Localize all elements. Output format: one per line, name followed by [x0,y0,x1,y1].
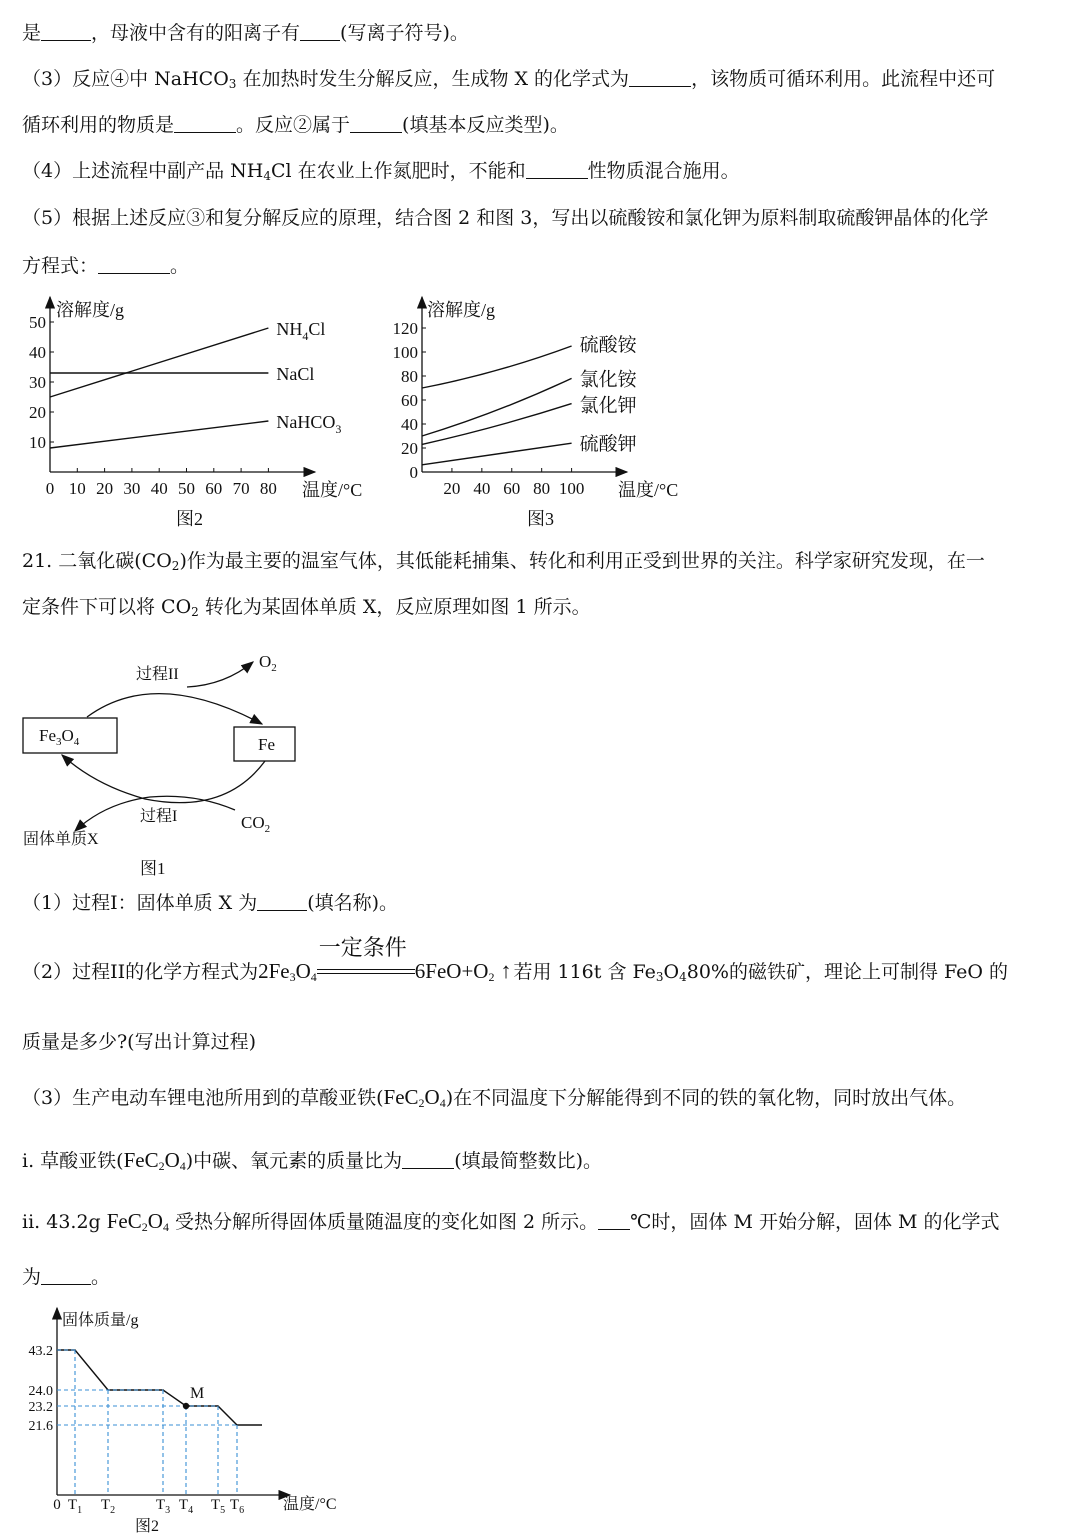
answer-blank[interactable] [598,1211,630,1230]
text-segment: 。反应②属于 [236,114,351,136]
text-line-3 [22,112,569,138]
solubility-chart-fig3 [380,292,680,537]
subq-3-i [22,1147,602,1174]
text-segment: )在不同温度下分解能得到不同的铁的氧化物，同时放出气体。 [445,1087,967,1109]
x-tick-label: $T_1$ [67,1497,83,1516]
co2-label: $CO_2$ [241,813,271,835]
subscript: 2 [171,559,180,573]
x-tick-label: 40 [473,479,491,498]
x-tick-label: $T_6$ [229,1497,245,1516]
answer-blank[interactable] [257,892,307,911]
text-segment: （2）过程II的化学方程式为 [22,961,259,983]
answer-blank[interactable] [174,114,236,133]
text-segment: (填名称)。 [307,892,399,914]
text-segment: 。 [170,255,190,277]
chart-caption: 图3 [527,509,554,529]
x-tick-label: $T_5$ [210,1497,226,1516]
subscript: 4 [679,970,687,984]
series-label-NH4Cl: $NH_4Cl$ [276,319,326,343]
subq-2-line-1 [22,936,1009,985]
x-tick-label: 100 [558,479,585,498]
eq-part: 6FeO+O [414,959,489,983]
chart-caption: 图2 [135,1518,160,1535]
arrow-process-1 [62,755,265,803]
subscript: 3 [289,970,296,984]
series-label-硫酸钾: 硫酸钾 [579,434,637,456]
y-tick-label: 20 [401,439,418,458]
cycle-diagram-fig1 [15,645,335,885]
text-segment: (填基本反应类型)。 [402,114,569,136]
arrow-o2-release [187,662,253,687]
text-segment: )作为最主要的温室气体，其低能耗捕集、转化和利用正受到世界的关注。科学家研究发现，在一 [179,550,985,572]
series-line-硫酸铵 [422,346,572,388]
text-line-2 [22,66,995,92]
text-line-5: （5）根据上述反应③和复分解反应的原理，结合图 2 和图 3，写出以硫酸铵和氯化钾为原料制取硫酸钾晶体的化学 [22,207,989,229]
y-tick-label: 10 [29,433,46,452]
mass-temperature-chart [15,1303,360,1535]
eq-double-bar-bottom [317,973,415,974]
y-tick-label: 30 [29,373,46,392]
x-tick-label: 60 [503,479,521,498]
x-axis-label: 温度/°C [618,480,679,500]
box-fe3o4-label: $Fe_3O_4$ [39,726,80,748]
subscript: 3 [228,77,237,91]
answer-blank[interactable] [41,1266,91,1285]
y-tick-label: 0 [409,463,418,482]
x-tick-label: 80 [533,479,551,498]
chart-caption: 图2 [176,509,203,529]
series-label-氯化铵: 氯化铵 [579,369,637,391]
text-segment: 方程式： [22,255,99,277]
subscript: 2 [488,970,495,984]
solid-x-label: 固体单质X [23,831,99,848]
series-label-NaCl: NaCl [276,364,315,384]
equation [258,936,512,984]
answer-blank[interactable] [300,22,340,41]
series-line-NaHCO3 [50,421,268,448]
fig1-caption: 图1 [140,859,166,878]
text-segment: （4）上述流程中副产品 NH [22,160,264,182]
formula-fec2o4: $FeC_2O_4$ [123,1148,186,1173]
x-tick-label: 40 [150,479,168,498]
y-axis-label: 溶解度/g [56,300,125,320]
series-label-氯化钾: 氯化钾 [579,395,637,417]
text-segment: （3）反应④中 NaHCO [22,68,229,90]
text-segment: Cl 在农业上作氮肥时，不能和 [270,160,526,182]
answer-blank[interactable] [98,255,170,274]
x-tick-label: 0 [45,479,55,498]
x-tick-label: 20 [96,479,114,498]
x-tick-label: 50 [178,479,195,498]
x-tick-label: 20 [443,479,461,498]
subscript: 2 [191,605,199,619]
text-segment: 80%的磁铁矿，理论上可制得 FeO 的 [686,961,1009,983]
text-segment: 定条件下可以将 CO [22,596,192,618]
formula-fec2o4: $FeC_2O_4$ [383,1085,446,1110]
y-tick-label: 20 [29,403,46,422]
answer-blank[interactable] [402,1150,454,1169]
y-axis-label: 溶解度/g [427,300,496,320]
eq-part: O [295,959,311,983]
y-tick-label: 40 [401,415,418,434]
text-segment: (填最简整数比)。 [454,1150,603,1172]
series-line-氯化铵 [422,378,572,436]
box-fe-label: Fe [258,735,275,754]
mass-curve [57,1350,262,1425]
x-tick-label: $T_4$ [178,1497,194,1516]
y-tick-label: 43.2 [28,1344,53,1359]
x-tick-label: 30 [123,479,141,498]
y-tick-label: 21.6 [28,1419,53,1434]
text-segment: 转化为某固体单质 X，反应原理如图 1 所示。 [198,596,591,618]
x-tick-label: $T_2$ [100,1497,116,1516]
condition-text: 一定条件 [318,936,407,962]
text-segment: 是 [22,22,42,44]
eq-double-bar-top [317,969,415,970]
y-tick-label: 100 [392,343,418,362]
x-tick-label: 60 [205,479,223,498]
text-segment: 为 [22,1266,42,1288]
text-line-6 [22,253,189,279]
y-tick-label: 80 [401,367,418,386]
subq-2-line-2: 质量是多少?(写出计算过程) [22,1031,257,1053]
text-segment: 若用 116t 含 Fe [513,961,656,983]
y-tick-label: 24.0 [28,1384,53,1399]
answer-blank[interactable] [629,68,691,87]
gas-arrow: ↑ [500,958,512,983]
formula-fec2o4: $FeC_2O_4$ [106,1209,169,1234]
y-tick-label: 40 [29,343,46,362]
text-segment: （3）生产电动车锂电池所用到的草酸亚铁( [22,1087,384,1109]
question-21-line-1 [22,548,985,574]
text-segment: i. 草酸亚铁( [22,1150,124,1172]
series-label-NaHCO3: NaHCO$_3$ [276,412,342,436]
x-tick-label: 0 [53,1497,61,1513]
answer-blank[interactable] [526,160,588,179]
question-21-line-2 [22,594,591,620]
text-segment: （1）过程I：固体单质 X 为 [22,892,258,914]
answer-blank[interactable] [41,22,91,41]
subq-3-ii-line-2 [22,1264,110,1290]
y-tick-label: 120 [392,319,418,338]
x-axis-label: 温度/°C [283,1496,337,1513]
series-label-硫酸铵: 硫酸铵 [579,335,637,356]
text-segment: ℃时，固体 M 开始分解，固体 M 的化学式 [630,1211,1000,1233]
y-tick-label: 60 [401,391,418,410]
equation-condition [317,936,415,983]
point-m-label: M [190,1385,205,1402]
text-segment: 受热分解所得固体质量随温度的变化如图 2 所示。 [168,1211,599,1233]
series-line-NH4Cl [50,328,268,397]
text-segment: ii. 43.2g [22,1211,107,1233]
text-segment: 21. 二氧化碳(CO [22,550,172,572]
text-segment: O [663,961,680,983]
series-line-硫酸钾 [422,443,572,465]
answer-blank[interactable] [350,114,402,133]
x-tick-label: 10 [68,479,86,498]
o2-label: $O_2$ [259,652,277,674]
text-segment: 。 [91,1266,111,1288]
subscript: 4 [310,970,317,984]
x-tick-label: $T_3$ [155,1497,171,1516]
text-segment: 在加热时发生分解反应，生成物 X 的化学式为 [236,68,630,90]
text-segment: (写离子符号)。 [340,22,469,44]
subq-1 [22,890,398,916]
text-segment: ，该物质可循环利用。此流程中还可 [691,68,996,90]
point-m [183,1403,189,1409]
x-tick-label: 70 [232,479,250,498]
text-segment: 性物质混合施用。 [587,160,740,182]
solubility-chart-fig2 [20,292,365,537]
x-axis-label: 温度/°C [302,480,363,500]
text-segment: ，母液中含有的阳离子有 [91,22,301,44]
eq-part: 2Fe [258,959,290,983]
x-tick-label: 80 [259,479,277,498]
subq-3 [22,1084,966,1111]
y-tick-label: 23.2 [28,1400,53,1415]
text-segment: 循环利用的物质是 [22,114,175,136]
subscript: 4 [263,169,271,183]
text-line-4 [22,158,740,184]
text-line-1 [22,20,469,46]
y-axis-label: 固体质量/g [62,1312,139,1329]
y-tick-label: 50 [29,313,46,332]
text-segment: )中碳、氧元素的质量比为 [185,1150,403,1172]
process-1-label: 过程I [140,808,178,825]
subq-3-ii-line-1 [22,1208,999,1235]
subscript: 3 [655,970,664,984]
process-2-label: 过程II [136,666,179,683]
